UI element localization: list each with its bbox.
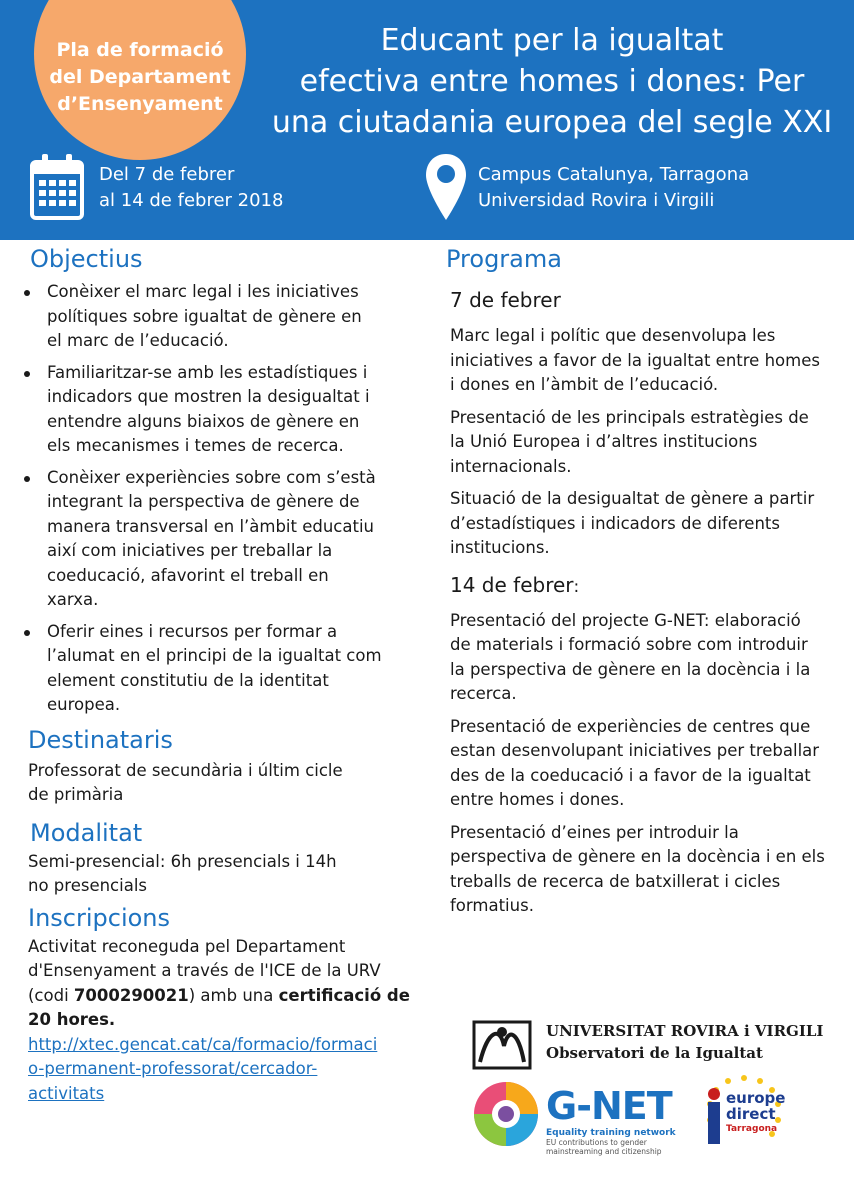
text-line: Presentació d’eines per introduir la (450, 822, 739, 842)
link-line[interactable]: activitats (28, 1083, 105, 1103)
date-line: Del 7 de febrer (99, 164, 235, 185)
inscripcions-text (28, 935, 422, 1107)
registration-link[interactable] (28, 1033, 422, 1107)
place-line: Campus Catalunya, Tarragona (478, 164, 750, 185)
item-line: Oferir eines i recursos per formar a (47, 621, 338, 641)
badge-line: Pla de formació (56, 38, 224, 61)
certification-text: certificació de (278, 985, 410, 1005)
title-line: una ciutadania europea del segle XXI (271, 105, 833, 140)
item-line: els mecanismes i temes de recerca. (47, 436, 344, 455)
event-location (478, 162, 749, 214)
text-line (28, 984, 422, 1009)
link-line[interactable]: o-permanent-professorat/cercador- (28, 1059, 318, 1078)
right-column (446, 244, 850, 927)
program-paragraph (450, 406, 850, 480)
text-line: Activitat reconeguda pel Departament (28, 936, 346, 956)
gnet-logo (470, 1078, 676, 1158)
location-pin-icon (424, 152, 468, 222)
inscripcions-heading: Inscripcions (28, 903, 171, 932)
activity-code: 7000290021 (73, 985, 189, 1005)
gnet-tagline: Equality training network (546, 1128, 676, 1138)
title-line: Educant per la igualtat (380, 23, 724, 58)
text-fragment: ) amb una (188, 985, 279, 1005)
text-line: internacionals. (450, 456, 572, 476)
item-line: Conèixer el marc legal i les iniciatives (47, 282, 359, 301)
text-line: Presentació de experiències de centres que (450, 716, 811, 736)
text-line: recerca. (450, 684, 517, 703)
event-dates (99, 162, 283, 214)
text-line: iniciatives a favor de la igualtat entre homes (450, 350, 820, 370)
date-line: al 14 de febrer 2018 (99, 190, 284, 211)
certification-hours: 20 hores. (28, 1010, 116, 1029)
day1-program (450, 324, 850, 561)
list-item (22, 466, 422, 613)
text-line: la perspectiva de gènere en la docència i la (450, 659, 811, 679)
item-line: el marc de l’educació. (47, 331, 229, 350)
item-line: manera transversal en l’àmbit educatiu (47, 516, 375, 536)
title-line: efectiva entre homes i dones: Per (299, 64, 805, 99)
list-item (22, 620, 422, 718)
text-line: entre homes i dones. (450, 790, 625, 809)
day2-heading (450, 571, 850, 601)
text-line: i dones en l’àmbit de l’educació. (450, 375, 719, 394)
left-column (22, 244, 422, 1106)
day2-suffix: : (573, 576, 580, 597)
text-line: estan desenvolupant iniciatives per treballar (450, 741, 820, 760)
item-line: polítiques sobre igualtat de gènere en (47, 306, 362, 326)
europe-direct-city: Tarragona (726, 1124, 778, 1134)
text-line: la Unió Europea i d’altres institucions (450, 432, 758, 451)
item-line: indicadors que mostren la desigualtat i (47, 387, 370, 406)
text-fragment: (codi (28, 985, 74, 1005)
badge-line: d’Ensenyament (57, 92, 223, 115)
item-line: xarxa. (47, 590, 99, 609)
day2-program (450, 609, 850, 919)
text-line: d'Ensenyament a través de l'ICE de la URV (28, 961, 381, 980)
program-paragraph (450, 715, 850, 813)
text-line: Semi-presencial: 6h presencials i 14h (28, 851, 337, 871)
badge-line: del Departament (49, 65, 231, 88)
item-line: entendre alguns biaixos de gènere en (47, 411, 360, 431)
text-line: institucions. (450, 538, 550, 557)
ed-line: direct (726, 1105, 776, 1123)
text-line: perspectiva de gènere en la docència i en els (450, 847, 825, 866)
program-paragraph (450, 324, 850, 398)
text-line: formatius. (450, 896, 534, 915)
calendar-icon (30, 152, 84, 220)
text-line: des de la coeducació i a favor de la igualtat (450, 765, 811, 785)
plan-badge (34, 0, 246, 160)
text-line: Marc legal i polític que desenvolupa les (450, 326, 776, 345)
day1-heading: 7 de febrer (450, 288, 561, 312)
urv-observatory: Observatori de la Igualtat (546, 1044, 763, 1062)
gnet-subtitle-line: mainstreaming and citizenship (546, 1147, 662, 1156)
list-item (22, 361, 422, 459)
link-line[interactable]: http://xtec.gencat.cat/ca/formacio/formaci (28, 1034, 378, 1054)
item-line: europea. (47, 695, 121, 714)
modalitat-text (28, 850, 422, 899)
gnet-subtitle-line: EU contributions to gender (546, 1138, 647, 1147)
gnet-swirl-icon (470, 1078, 542, 1150)
list-item (22, 280, 422, 354)
text-line: Professorat de secundària i últim cicle (28, 760, 343, 780)
objectius-list (22, 280, 422, 718)
text-line: treballs de recerca de batxillerat i cicles (450, 871, 781, 891)
place-line: Universidad Rovira i Virgili (478, 190, 715, 211)
destinataris-text (28, 759, 422, 808)
programa-heading: Programa (446, 245, 562, 273)
program-paragraph (450, 609, 850, 707)
item-line: integrant la perspectiva de gènere de (47, 492, 360, 511)
item-line: Familiaritzar-se amb les estadístiques i (47, 362, 368, 382)
europe-direct-logo (692, 1072, 796, 1154)
text-line: Presentació de les principals estratègies de (450, 407, 809, 427)
europe-direct-wordmark (726, 1090, 785, 1122)
gnet-wordmark: G-NET (546, 1084, 672, 1128)
item-line: així com iniciatives per treballar la (47, 541, 333, 560)
text-line (28, 1008, 422, 1033)
item-line: Conèixer experiències sobre com s’està (47, 467, 376, 487)
page-title (252, 20, 852, 143)
urv-name: UNIVERSITAT ROVIRA i VIRGILI (546, 1022, 824, 1040)
text-line: no presencials (28, 876, 147, 895)
modalitat-heading: Modalitat (30, 818, 143, 847)
item-line: coeducació, afavorint el treball en (47, 565, 329, 585)
urv-seal-icon (470, 1016, 534, 1072)
text-line: de primària (28, 785, 124, 804)
program-paragraph (450, 487, 850, 561)
text-line: Presentació del projecte G-NET: elaboració (450, 610, 801, 630)
urv-logo (470, 1016, 850, 1072)
destinataris-heading: Destinataris (28, 725, 173, 754)
day2-title: 14 de febrer (450, 572, 574, 597)
text-line: de materials i formació sobre com introduir (450, 635, 808, 654)
header-band (0, 0, 854, 240)
gnet-subtitle (546, 1138, 662, 1156)
program-paragraph (450, 821, 850, 919)
text-line: Situació de la desigualtat de gènere a partir (450, 489, 815, 508)
item-line: element constitutiu de la identitat (47, 670, 329, 690)
objectius-heading: Objectius (30, 245, 143, 273)
text-line: d’estadístiques i indicadors de diferents (450, 513, 780, 533)
ed-line: europe (726, 1089, 786, 1107)
item-line: l’alumat en el principi de la igualtat com (47, 646, 382, 665)
